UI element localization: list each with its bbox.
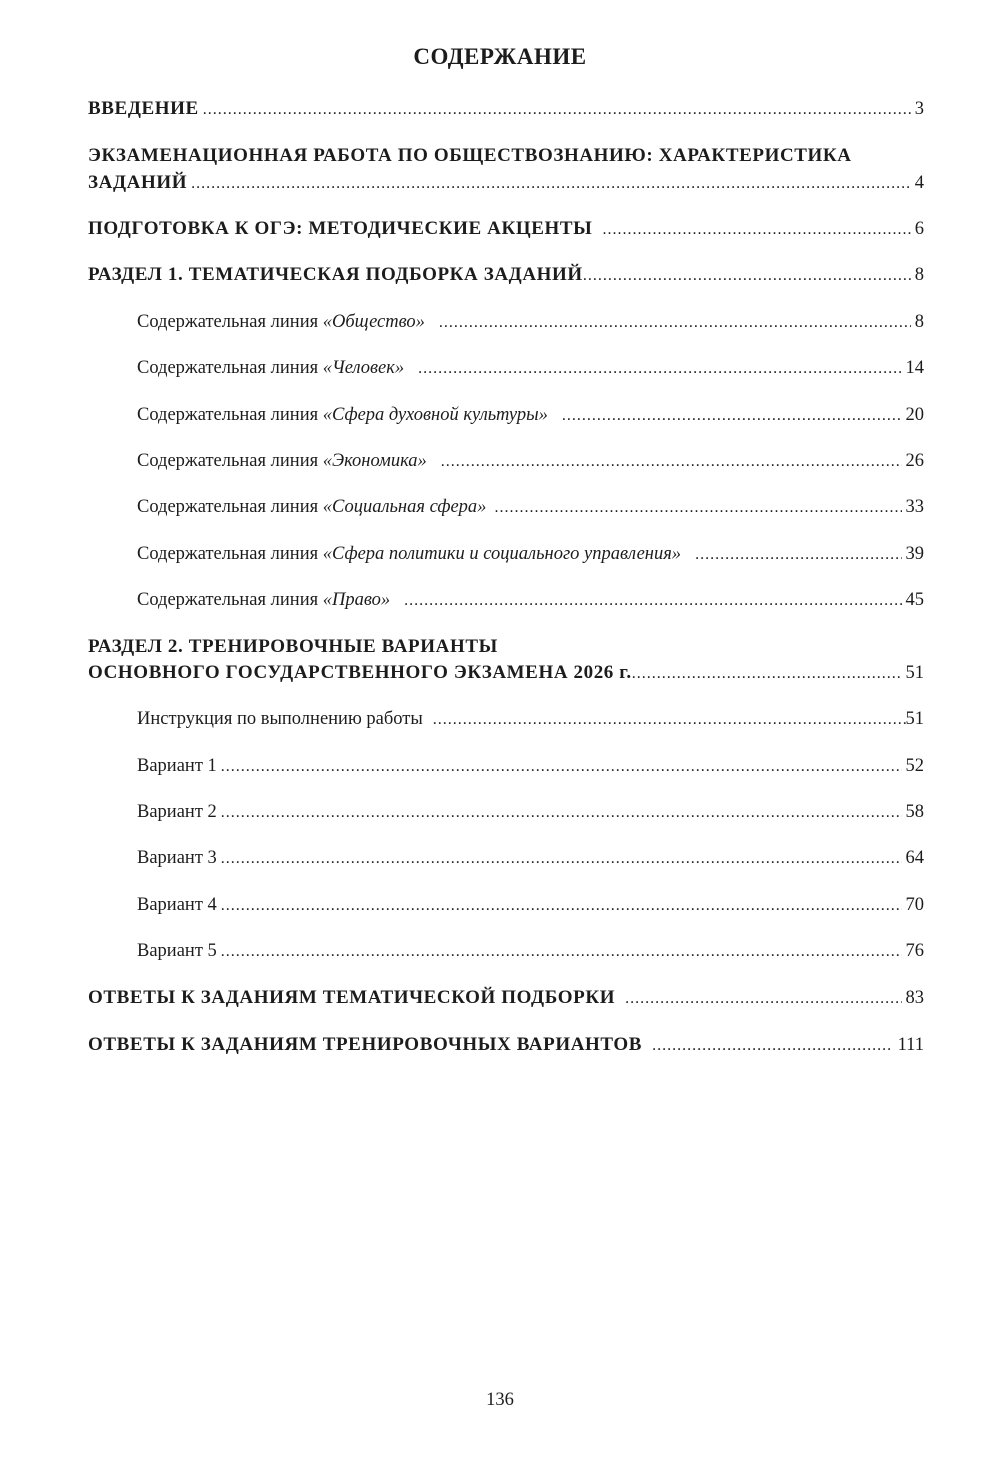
toc-page-number: 4 — [914, 173, 924, 193]
toc-entry-exam-work[interactable] — [88, 172, 924, 194]
leader-dots — [632, 665, 902, 683]
leader-dots — [203, 101, 911, 119]
toc-page-number: 83 — [905, 988, 924, 1008]
leader-dots — [494, 499, 901, 517]
toc-page-number: 51 — [905, 663, 924, 683]
toc-page-number: 52 — [905, 756, 924, 776]
toc-subentry-label: Инструкция по выполнению работы — [137, 709, 423, 729]
leader-dots — [583, 267, 911, 285]
toc-subentry[interactable] — [137, 451, 924, 472]
toc-page-number: 6 — [914, 219, 924, 239]
toc-entry-answers-topical[interactable] — [88, 987, 924, 1009]
leader-dots — [221, 850, 902, 868]
toc-subentry[interactable] — [137, 497, 924, 518]
leader-dots — [441, 453, 902, 471]
leader-dots — [695, 546, 901, 564]
toc-page-number: 39 — [905, 544, 924, 564]
toc-entry-prep[interactable] — [88, 218, 924, 240]
page-number: 136 — [486, 1390, 514, 1410]
leader-dots — [191, 175, 911, 193]
toc-subentry-label: Содержательная линия «Сфера политики и социального управления» — [137, 544, 682, 564]
toc-subentry-label: Вариант 1 — [137, 756, 217, 776]
toc-subentry[interactable] — [137, 802, 924, 823]
toc-subentry-label: Содержательная линия «Экономика» — [137, 451, 427, 471]
toc-entry-exam-work-line1[interactable]: ЭКЗАМЕНАЦИОННАЯ РАБОТА ПО ОБЩЕСТВОЗНАНИЮ: ХАРАКТЕРИСТИКА — [88, 145, 852, 166]
toc-page-number: 70 — [905, 895, 924, 915]
toc-page-number: 26 — [905, 451, 924, 471]
leader-dots — [439, 314, 911, 332]
toc-subentry-label: Содержательная линия «Социальная сфера» — [137, 497, 487, 517]
toc-subentry[interactable] — [137, 895, 924, 916]
toc-subentry-label: Содержательная линия «Право» — [137, 590, 391, 610]
toc-subentry[interactable] — [137, 848, 924, 869]
toc-entry-label: РАЗДЕЛ 1. ТЕМАТИЧЕСКАЯ ПОДБОРКА ЗАДАНИЙ — [88, 264, 583, 285]
toc-entry-section1[interactable] — [88, 264, 924, 286]
toc-page-number: 45 — [905, 590, 924, 610]
toc-page-number: 33 — [905, 497, 924, 517]
leader-dots — [625, 990, 901, 1008]
toc-subentry-label: Содержательная линия «Общество» — [137, 312, 425, 332]
leader-dots — [562, 407, 902, 425]
toc-entry-label: ПОДГОТОВКА К ОГЭ: МЕТОДИЧЕСКИЕ АКЦЕНТЫ — [88, 218, 593, 239]
leader-dots — [221, 758, 902, 776]
toc-subentry-label: Содержательная линия «Сфера духовной культуры» — [137, 405, 548, 425]
leader-dots — [404, 592, 901, 610]
toc-entry-section2[interactable] — [88, 662, 924, 684]
toc-subentry[interactable] — [137, 590, 924, 611]
leader-dots — [433, 711, 906, 729]
toc-page-number: 58 — [905, 802, 924, 822]
toc-page-number: 3 — [914, 99, 924, 119]
toc-subentry[interactable] — [137, 709, 924, 730]
toc-subentry-label: Содержательная линия «Человек» — [137, 358, 405, 378]
toc-entry-section2-line1[interactable]: РАЗДЕЛ 2. ТРЕНИРОВОЧНЫЕ ВАРИАНТЫ — [88, 636, 498, 657]
toc-subentry-label: Вариант 5 — [137, 941, 217, 961]
toc-entry-answers-variants[interactable] — [88, 1034, 924, 1056]
toc-subentry-label: Вариант 4 — [137, 895, 217, 915]
toc-subentry[interactable] — [137, 312, 924, 333]
toc-page-number: 51 — [905, 709, 924, 729]
leader-dots — [418, 360, 901, 378]
leader-dots — [652, 1037, 890, 1055]
toc-page-number: 76 — [905, 941, 924, 961]
toc-page-number: 8 — [914, 312, 924, 332]
toc-subentry-label: Вариант 2 — [137, 802, 217, 822]
toc-subentry[interactable] — [137, 756, 924, 777]
leader-dots — [221, 804, 902, 822]
toc-subentry[interactable] — [137, 544, 924, 565]
toc-entry-label: ОТВЕТЫ К ЗАДАНИЯМ ТРЕНИРОВОЧНЫХ ВАРИАНТОВ — [88, 1034, 643, 1055]
toc-page-number: 64 — [905, 848, 924, 868]
toc-entry-label: ОСНОВНОГО ГОСУДАРСТВЕННОГО ЭКЗАМЕНА 2026 г. — [88, 662, 632, 683]
toc-subentry[interactable] — [137, 358, 924, 379]
toc-subentry[interactable] — [137, 941, 924, 962]
toc-subentry[interactable] — [137, 405, 924, 426]
toc-page-number: 8 — [914, 265, 924, 285]
toc-entry-label: ОТВЕТЫ К ЗАДАНИЯМ ТЕМАТИЧЕСКОЙ ПОДБОРКИ — [88, 987, 616, 1008]
toc-page-number: 111 — [897, 1035, 924, 1055]
toc-entry-intro[interactable] — [88, 98, 924, 120]
toc-entry-label: ЗАДАНИЙ — [88, 172, 188, 193]
toc-entry-label: ВВЕДЕНИЕ — [88, 98, 199, 119]
leader-dots — [221, 943, 902, 961]
toc-subentry-label: Вариант 3 — [137, 848, 217, 868]
leader-dots — [221, 897, 902, 915]
leader-dots — [602, 221, 910, 239]
toc-page-number: 14 — [905, 358, 924, 378]
page-title: СОДЕРЖАНИЕ — [413, 44, 587, 69]
toc-page-number: 20 — [905, 405, 924, 425]
